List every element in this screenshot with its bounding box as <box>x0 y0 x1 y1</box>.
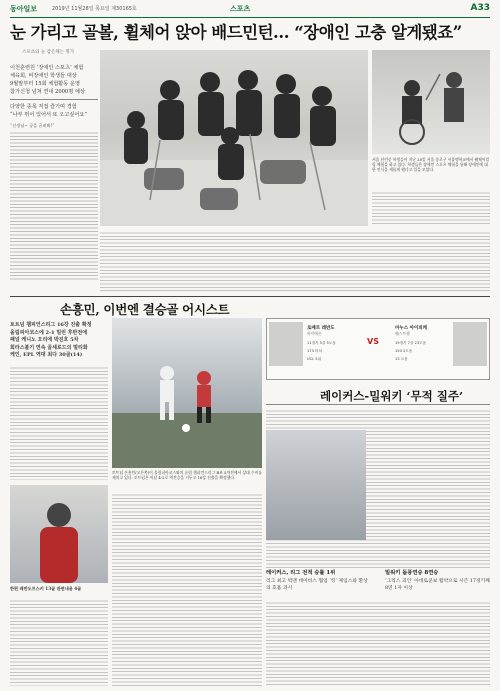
player-right-club: 웨스트햄 <box>395 331 410 336</box>
player-portrait-figure <box>10 485 108 583</box>
lead-lede: “선생님~ 공을 굴려봐!” <box>10 122 55 128</box>
son-headline: 손흥민, 이번엔 결승골 어시스트 <box>60 302 230 317</box>
vs-label: VS <box>367 337 379 346</box>
lakers-photo <box>266 430 366 540</box>
wheelchair-badminton-figure <box>372 50 490 154</box>
player-comparison <box>266 318 490 380</box>
player-right-stat: 150 2도움 <box>395 349 413 353</box>
curling-players-figure <box>100 50 368 226</box>
son-body-columns <box>112 492 262 686</box>
bucks-subtitle-detail: ‘그리스 괴인’ 아데토쿤보 활약으로 시즌 17경기째 8연 1자 이상 <box>385 578 490 591</box>
lead-subheads <box>10 50 98 280</box>
main-headline: 눈 가리고 골볼, 휠체어 앉아 배드민턴… “장애인 고충 알게됐죠” <box>10 23 462 42</box>
lead-subhead: 다양한 종목 직접 즐기며 경험 <box>10 103 77 110</box>
player-left-club: 바이에른 <box>307 331 322 336</box>
lakers-bottom-right <box>385 570 490 592</box>
lead-subhead: 이천훈련원 ‘장애인 스포츠’ 체험 <box>10 65 84 71</box>
lead-subhead: 체육회, 비장애인 학생들 대상 <box>10 73 77 79</box>
lakers-subtitle-detail: 리그 최고 빅맨 데이비스 협업 ‘킹’ 제임스와 환상의 호흡 과시 <box>266 578 368 591</box>
paper-name: 동아일보 <box>10 5 38 13</box>
divider <box>266 404 490 405</box>
lakers-bottom-left <box>266 570 371 592</box>
player-left-photo <box>269 322 303 366</box>
son-subhead: 회라스볼기 연속 골세로드의 멀티화 <box>10 344 88 351</box>
lead-small-caption: 스포츠와 눈 감은채는 명가 <box>22 50 75 55</box>
player-right-name: 마누스 아이피케 <box>395 326 427 331</box>
lead-subhead: “나부 뛰어 있어서 또 오고싶어요” <box>10 111 88 118</box>
lead-body-text <box>10 130 98 280</box>
bucks-subtitle: 밀워키 돌풍연승 8연승 <box>385 570 439 576</box>
player-left-name: 로베르 레반도 <box>307 326 335 331</box>
lead-photo <box>100 50 368 226</box>
side-photo-caption: 서울 선린중 학생들이 지난 20일 서울 종로구 서울맹학교에서 휠체어컬링 체험을 하고 있다. 학생들은 장애인 스포츠 체험을 통해 장애인에 대한 인식을 새롭게 했다고 입을 모았다. <box>372 157 490 173</box>
son-left-text <box>10 598 108 686</box>
player-right-photo <box>453 322 487 366</box>
lead-subhead: 참가신청 넘쳐 연내 2000명 예상 <box>10 89 85 95</box>
player-left-stat: UCL 5위 <box>307 357 322 361</box>
side-photo <box>372 50 490 154</box>
player-left-stat: 173 터치 <box>307 349 322 353</box>
lakers-bottom-text <box>266 600 490 686</box>
son-subhead: 토트넘 챔피언스리그 16강 진출 확정 <box>10 322 92 328</box>
son-subhead: 패널 케니노 오리에 박진호 5차 <box>10 337 79 343</box>
football-match-figure <box>112 318 262 468</box>
son-photo <box>112 318 262 468</box>
player-left-stat: 11경기 5골 5도움 <box>307 341 336 345</box>
lakers-subtitle: 레이커스, 리그 전적 승률 1위 <box>266 570 336 576</box>
son-subheads <box>10 322 108 360</box>
lead-subhead: 9월말부터 15회 체험활동 운영 <box>10 81 80 87</box>
lakers-headline: 레이커스-밀워키 ‘무적 질주’ <box>320 389 463 403</box>
lead-body-columns <box>100 230 490 292</box>
lewandowski-photo <box>10 485 108 583</box>
son-photo-caption: 토트넘 손흥민(오른쪽)이 올림피아코스와의 유럽 챔피언스리그 B조 5차전에서 상대 수비를 제치고 있다. 토트넘은 이날 4-2로 역전승을 거두고 16강 진출을 확정했다. <box>112 470 262 480</box>
son-subhead: 케인, EPL 역대 최다 30골(14) <box>10 352 83 358</box>
son-body-text <box>10 365 108 480</box>
son-subhead: 올림피아코스에 2-1 밀린 후반전에 <box>10 329 88 336</box>
section-divider <box>10 296 490 297</box>
masthead <box>10 4 490 18</box>
player-right-stat: 19경기 7골 23도움 <box>395 341 427 345</box>
player-right-stat: 13 도움 <box>395 357 408 361</box>
issue-date: 2019년 11월28일 목요일 제30165호 <box>52 6 137 12</box>
section-name: 스포츠 <box>230 5 251 13</box>
side-body-text <box>372 190 490 226</box>
page-number: A33 <box>470 3 490 13</box>
divider <box>10 99 98 100</box>
lewandowski-caption: 한편 레반도프스키 13골 관련내용 4골 <box>10 586 82 591</box>
